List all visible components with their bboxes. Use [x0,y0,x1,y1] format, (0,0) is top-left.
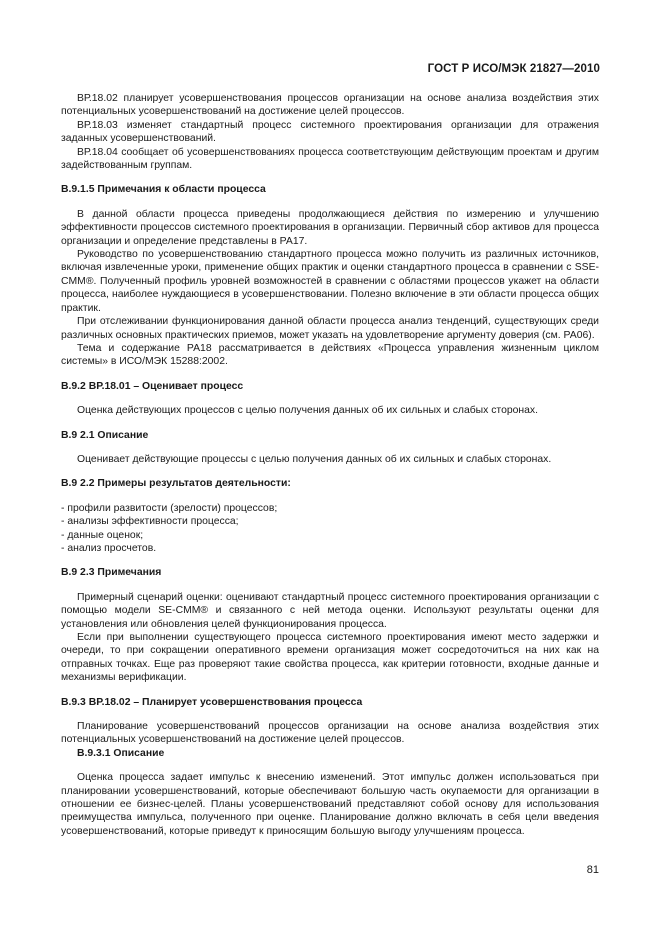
b923-paragraph-2: Если при выполнении существующего процесса системного проектирования имеют место задержки и очереди, то при сокращении оперативного времени организация может сосредоточиться на них как на отправных точках. Еще раз проверяют такие свойства процесса, как критерии готовности, входные данные и механизмы верификации. [61,632,599,684]
section-heading-b92: В.9.2 ВР.18.01 – Оценивает процесс [61,380,244,392]
section-heading-b915: В.9.1.5 Примечания к области процесса [61,184,266,196]
page-number: 81 [586,864,599,876]
list-item: - анализы эффективности процесса; [61,516,239,528]
intro-paragraph-2: ВР.18.03 изменяет стандартный процесс системного проектирования организации для отражения заданных усовершенствований. [61,119,599,145]
section-heading-b923: В.9 2.3 Примечания [61,567,162,579]
b92-paragraph: Оценка действующих процессов с целью получения данных об их сильных и слабых сторонах. [77,405,539,417]
standard-header: ГОСТ Р ИСО/МЭК 21827—2010 [427,63,600,75]
list-item: - данные оценок; [61,529,144,541]
intro-paragraph-3: ВР.18.04 сообщает об усовершенствованиях процесса соответствующим действующим проектам и другим задействованным группам. [61,146,599,172]
page-content [61,92,599,838]
b915-paragraph-4: Тема и содержание РА18 рассматривается в действиях «Процесса управления жизненным циклом системы» в ИСО/МЭК 15288:2002. [61,342,599,368]
section-heading-b931: В.9.3.1 Описание [77,747,165,759]
b915-paragraph-1: В данной области процесса приведены продолжающиеся действия по измерению и улучшению эффективности процессов системного проектирования в организации. Первичный сбор активов для процесса организации и определение представлены в РА17. [61,208,599,247]
b921-paragraph: Оценивает действующие процессы с целью получения данных об их сильных и слабых сторонах. [77,453,552,465]
results-list [61,502,599,556]
b923-paragraph-1: Примерный сценарий оценки: оценивают стандартный процесс системного проектирования организации с помощью модели SE-CMM® и связанного с ней метода оценки. Используют результаты оценки для установления или обновления целей функционирования процесса. [61,591,599,630]
section-heading-b921: В.9 2.1 Описание [61,429,149,441]
section-heading-b922: В.9 2.2 Примеры результатов деятельности: [61,478,291,490]
list-item: - профили развитости (зрелости) процессов; [61,502,278,514]
b93-paragraph: Планирование усовершенствований процессов организации на основе анализа воздействия этих потенциальных усовершенствований на достижение целей процессов. [61,721,599,746]
list-item: - анализ просчетов. [61,542,157,554]
b915-paragraph-3: При отслеживании функционирования данной области процесса анализ тенденций, существующих среди различных основных практических приемов, может указать на удовлетворение аргументу доверия (см. РА06). [61,316,599,341]
b931-paragraph: Оценка процесса задает импульс к внесению изменений. Этот импульс должен использоваться при планировании усовершенствований, которые обеспечивают большую часть окупаемости для организации в отношении ее бизнес-целей. Планы усовершенствований представляют собой основу для использования преимущества импульса, полученного при оценке. Планирование должно включать в себя цели введения усовершенствований, которые приведут к приносящим большую выгоду улучшениям процесса. [61,772,599,837]
b915-paragraph-2: Руководство по усовершенствованию стандартного процесса можно получить из различных источников, включая извлеченные уроки, применение общих практик и оценки стандартного процесса в сравнении с SSE-CMM®. Полученный профиль уровней возможностей в сравнении с областями процессов укажет на области процесса, наиболее нуждающиеся в усовершенствовании. Полезно включение в эти области процесса общих практик. [61,249,599,314]
section-heading-b93: В.9.3 ВР.18.02 – Планирует усовершенствования процесса [61,696,363,708]
intro-paragraph-1: ВР.18.02 планирует усовершенствования процессов организации на основе анализа воздействия этих потенциальных усовершенствований на достижение целей процессов. [61,93,599,118]
